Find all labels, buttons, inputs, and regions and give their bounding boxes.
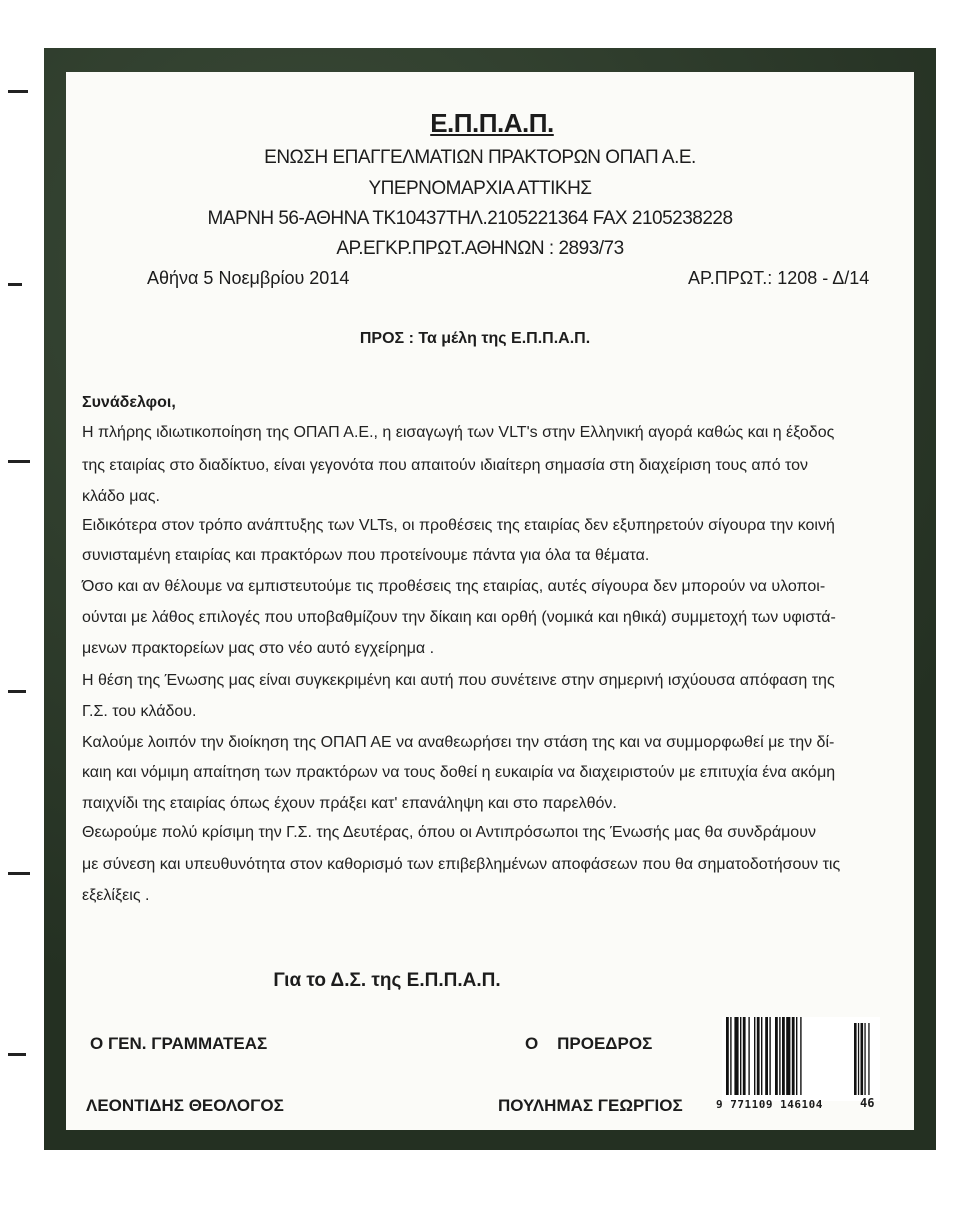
president-name: ΠΟΥΛΗΜΑΣ ΓΕΩΡΓΙΟΣ: [498, 1096, 683, 1115]
body-line: παιχνίδι της εταιρίας όπως έχουν πράξει κατ' επανάληψη και στο παρελθόν.: [82, 795, 617, 812]
body-line: Καλούμε λοιπόν την διοίκηση της ΟΠΑΠ ΑΕ να αναθεωρήσει την στάση της και να συμμορφωθεί με την δί-: [82, 734, 835, 751]
scan-edge-mark: [8, 90, 28, 93]
body-line: Γ.Σ. του κλάδου.: [82, 703, 197, 720]
greeting: Συνάδελφοι,: [82, 394, 176, 411]
scan-edge-mark: [8, 460, 30, 463]
body-line: εξελίξεις .: [82, 887, 150, 904]
secretary-title: Ο ΓΕΝ. ΓΡΑΜΜΑΤΕΑΣ: [90, 1034, 268, 1053]
scan-edge-mark: [8, 690, 26, 693]
barcode-graphic: [722, 1017, 880, 1101]
body-line: Θεωρούμε πολύ κρίσιμη την Γ.Σ. της Δευτέρας, όπου οι Αντιπρόσωποι της Ένωσής μας θα συνδράμουν: [82, 824, 816, 841]
organization-registration: ΑΡ.ΕΓΚΡ.ΠΡΩΤ.ΑΘΗΝΩΝ : 2893/73: [336, 238, 624, 259]
body-line: Η πλήρης ιδιωτικοποίηση της ΟΠΑΠ Α.Ε., η εισαγωγή των VLT's στην Ελληνική αγορά καθώς και η έξοδος: [82, 424, 835, 441]
signoff-line: Για το Δ.Σ. της Ε.Π.Π.Α.Π.: [273, 970, 501, 991]
recipient-line: ΠΡΟΣ : Τα μέλη της Ε.Π.Π.Α.Π.: [359, 330, 591, 347]
body-line: μενων πρακτορείων μας στο νέο αυτό εγχείρημα .: [82, 640, 435, 657]
body-line: ούνται με λάθος επιλογές που υποβαθμίζουν την δίκαιη και ορθή (νομικά και ηθικά) συμμετοχή των υφιστά-: [82, 609, 836, 626]
body-line: κλάδο μας.: [82, 488, 160, 505]
body-line: Ειδικότερα στον τρόπο ανάπτυξης των VLTs, οι προθέσεις της εταιρίας δεν εξυπηρετούν σίγουρα την κοινή: [82, 517, 835, 534]
barcode-number: 9 771109 146104: [716, 1098, 823, 1111]
body-line: της εταιρίας στο διαδίκτυο, είναι γεγονότα που απαιτούν ιδιαίτερη σημασία στη διαχείριση τους από τον: [82, 457, 809, 474]
organization-name: ΕΝΩΣΗ ΕΠΑΓΓΕΛΜΑΤΙΩΝ ΠΡΑΚΤΟΡΩΝ ΟΠΑΠ Α.Ε.: [264, 147, 696, 168]
scan-edge-mark: [8, 1053, 26, 1056]
body-line: Η θέση της Ένωσης μας είναι συγκεκριμένη και αυτή που συνέτεινε στην σημερινή ισχύουσα απόφαση της: [82, 672, 835, 689]
protocol-number: ΑΡ.ΠΡΩΤ.: 1208 - Δ/14: [688, 268, 870, 288]
body-line: με σύνεση και υπευθυνότητα στον καθορισμό των επιβεβλημένων αποφάσεων που θα σηματοδοτήσουν τις: [82, 856, 841, 873]
organization-abbreviation: Ε.Π.Π.Α.Π.: [430, 108, 554, 138]
organization-address: ΜΑΡΝΗ 56-ΑΘΗΝΑ ΤΚ10437ΤΗΛ.2105221364 FAX 2105238228: [207, 208, 733, 229]
scan-edge-mark: [8, 283, 22, 286]
scan-edge-mark: [8, 872, 30, 875]
president-title: Ο ΠΡΟΕΔΡΟΣ: [525, 1034, 653, 1053]
body-line: Όσο και αν θέλουμε να εμπιστευτούμε τις προθέσεις της εταιρίας, αυτές σίγουρα δεν μπορούν να υλοποι-: [82, 578, 826, 595]
barcode-addon-number: 46: [860, 1096, 875, 1110]
secretary-name: ΛΕΟΝΤΙΔΗΣ ΘΕΟΛΟΓΟΣ: [86, 1096, 284, 1115]
body-line: συνισταμένη εταιρίας και πρακτόρων που προτείνουμε πάντα για όλα τα θέματα.: [82, 547, 650, 564]
organization-region: ΥΠΕΡΝΟΜΑΡΧΙΑ ΑΤΤΙΚΗΣ: [368, 178, 592, 199]
body-line: καιη και νόμιμη απαίτηση των πρακτόρων να τους δοθεί η ευκαιρία να διαχειριστούν με επιτυχία ένα ακόμη: [82, 764, 836, 781]
letter-date: Αθήνα 5 Νοεμβρίου 2014: [147, 268, 350, 288]
